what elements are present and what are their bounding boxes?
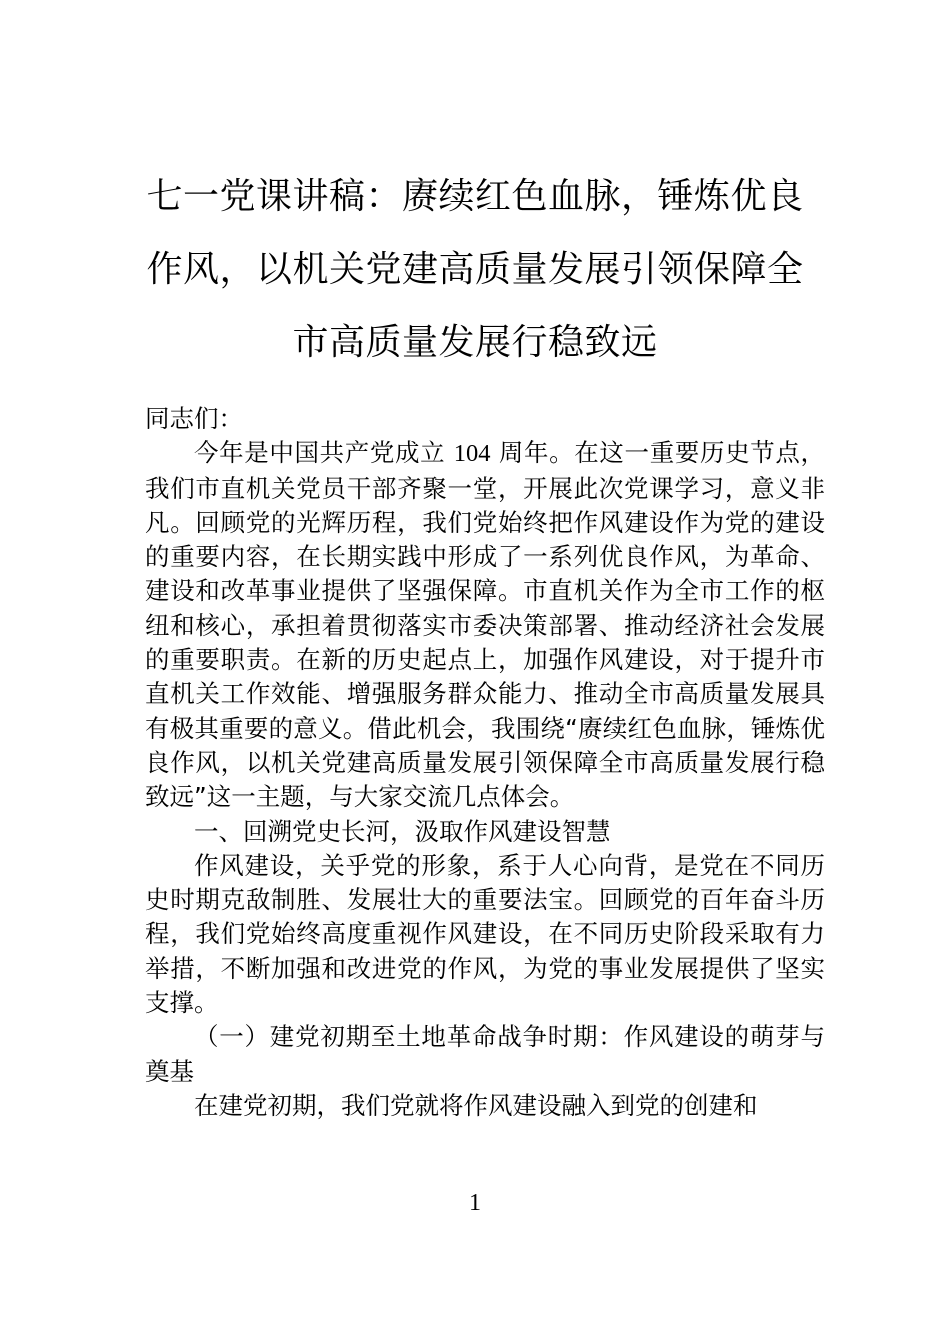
intro-text-rest: 周年。在这一重要历史节点，我们市直机关党员干部齐聚一堂，开展此次党课学习，意义非凡。回顾党的光辉历程，我们党始终把作风建设作为党的建设的重要内容，在长期实践中形成了一系列优良作风，为革命、建设和改革事业提供了坚强保障。市直机关作为全市工作的枢纽和核心，承担着贯彻落实市委决策部署、推动经济社会发展的重要职责。在新的历史起点上，加强作风建设，对于提升市直机关工作效能、增强服务群众能力、推动全市高质量发展具有极其重要的意义。借此机会，我围绕“赓续红色血脉，锤炼优良作风，以机关党建高质量发展引领保障全市高质量发展行稳致远”这一主题，与大家交流几点体会。 [145,438,825,812]
title-line-1: 七一党课讲稿：赓续红色血脉，锤炼优良 [146,176,804,217]
document-title [130,160,820,379]
intro-paragraph [145,436,825,814]
anniversary-number: 104 [453,440,491,468]
section-heading-1: 一、回溯党史长河，汲取作风建设智慧 [194,816,611,846]
subsection-heading-1: （一）建党初期至土地革命战争时期：作风建设的萌芽与奠基 [145,1022,825,1086]
section-1-paragraph: 作风建设，关乎党的形象，系于人心向背，是党在不同历史时期克敌制胜、发展壮大的重要法宝。回顾党的百年奋斗历程，我们党始终高度重视作风建设，在不同历史阶段采取有力举措，不断加强和改进党的作风，为党的事业发展提供了坚实支撑。 [145,850,825,1018]
document-body [145,402,825,1123]
intro-text-start: 今年是中国共产党成立 [194,438,454,468]
page-number: 1 [469,1190,481,1216]
salutation: 同志们： [145,404,243,433]
title-line-3: 市高质量发展行稳致远 [292,322,658,363]
title-line-2: 作风，以机关党建高质量发展引领保障全 [146,249,804,290]
subsection-1-paragraph: 在建党初期，我们党就将作风建设融入到党的创建和 [194,1090,758,1120]
